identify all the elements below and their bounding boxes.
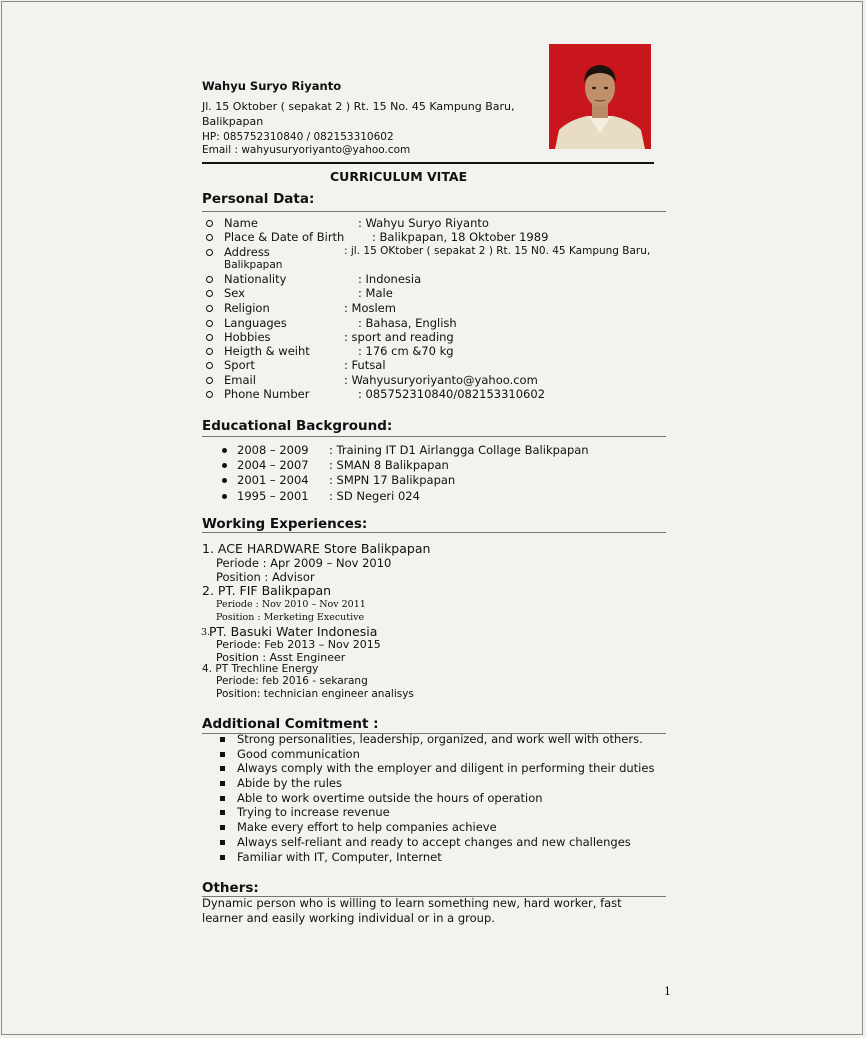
personal-data-rule <box>202 211 666 212</box>
row-value: : 085752310840/082153310602 <box>358 387 546 401</box>
row-value: : sport and reading <box>344 330 454 344</box>
row-value: : Male <box>358 286 393 300</box>
square-bullet-icon <box>220 766 225 771</box>
square-bullet-icon <box>220 840 225 845</box>
job-2-period: Periode : Nov 2010 – Nov 2011 <box>216 599 366 610</box>
row-value: : Wahyusuryoriyanto@yahoo.com <box>344 373 538 387</box>
others-heading: Others: <box>202 880 259 896</box>
row-label: Name <box>224 216 258 230</box>
square-bullet-icon <box>220 752 225 757</box>
row-label: Nationality <box>224 272 287 286</box>
work-heading: Working Experiences: <box>202 516 368 532</box>
row-value: : Futsal <box>344 358 386 372</box>
circle-bullet-icon <box>206 334 213 341</box>
address-line-2: Balikpapan <box>202 115 264 128</box>
others-text-line-2: learner and easily working individual or in a group. <box>202 911 495 925</box>
row-label: Heigth & weiht <box>224 344 310 358</box>
bullet-icon <box>222 494 227 499</box>
bullet-icon <box>222 448 227 453</box>
job-1-title: 1. ACE HARDWARE Store Balikpapan <box>202 541 431 556</box>
job-3-period: Periode: Feb 2013 – Nov 2015 <box>216 638 381 651</box>
commitment-text: Familiar with IT, Computer, Internet <box>237 850 442 864</box>
job-2-position: Position : Merketing Executive <box>216 612 365 623</box>
commitment-text: Abide by the rules <box>237 776 342 790</box>
profile-photo <box>549 44 651 149</box>
row-label: Sport <box>224 358 255 372</box>
square-bullet-icon <box>220 825 225 830</box>
row-value: : Bahasa, English <box>358 316 457 330</box>
row-label: Religion <box>224 301 270 315</box>
commitment-text: Always self-reliant and ready to accept changes and new challenges <box>237 835 631 849</box>
bullet-icon <box>222 463 227 468</box>
address-line-1: Jl. 15 Oktober ( sepakat 2 ) Rt. 15 No. 45 Kampung Baru, <box>202 100 515 113</box>
circle-bullet-icon <box>206 249 213 256</box>
commitment-text: Good communication <box>237 747 360 761</box>
job-3-position: Position : Asst Engineer <box>216 651 346 664</box>
circle-bullet-icon <box>206 220 213 227</box>
commitment-heading: Additional Comitment : <box>202 716 379 732</box>
circle-bullet-icon <box>206 305 213 312</box>
personal-data-heading: Personal Data: <box>202 191 315 207</box>
education-school: : SD Negeri 024 <box>329 489 420 503</box>
row-label: Hobbies <box>224 330 271 344</box>
others-text-line-1: Dynamic person who is willing to learn something new, hard worker, fast <box>202 896 622 910</box>
job-1-position: Position : Advisor <box>216 570 315 584</box>
education-school: : SMPN 17 Balikpapan <box>329 473 456 487</box>
job-3-number: 3. <box>201 627 211 638</box>
row-value: : Balikpapan, 18 Oktober 1989 <box>372 230 549 244</box>
row-value: : Indonesia <box>358 272 422 286</box>
square-bullet-icon <box>220 810 225 815</box>
circle-bullet-icon <box>206 391 213 398</box>
education-years: 2008 – 2009 <box>237 443 309 457</box>
education-years: 2004 – 2007 <box>237 458 309 472</box>
job-2-title: 2. PT. FIF Balikpapan <box>202 583 332 598</box>
row-value: : Moslem <box>344 301 396 315</box>
job-4-period: Periode: feb 2016 - sekarang <box>216 675 368 687</box>
square-bullet-icon <box>220 855 225 860</box>
page-number: 1 <box>664 985 671 998</box>
square-bullet-icon <box>220 781 225 786</box>
work-rule <box>202 532 666 533</box>
job-4-position: Position: technician engineer analisys <box>216 688 414 700</box>
commitment-text: Able to work overtime outside the hours of operation <box>237 791 543 805</box>
circle-bullet-icon <box>206 234 213 241</box>
row-value: : jl. 15 OKtober ( sepakat 2 ) Rt. 15 N0. 45 Kampung Baru, <box>344 245 651 257</box>
page-frame <box>1 1 863 1035</box>
document-title: CURRICULUM VITAE <box>330 169 468 184</box>
job-3-title: PT. Basuki Water Indonesia <box>209 624 378 639</box>
row-value: : 176 cm &70 kg <box>358 344 454 358</box>
row-label: Email <box>224 373 256 387</box>
row-value-cont: Balikpapan <box>224 259 283 271</box>
row-label: Sex <box>224 286 245 300</box>
education-rule <box>202 436 666 437</box>
row-value: : Wahyu Suryo Riyanto <box>358 216 489 230</box>
commitment-text: Make every effort to help companies achieve <box>237 820 497 834</box>
circle-bullet-icon <box>206 377 213 384</box>
applicant-name: Wahyu Suryo Riyanto <box>202 79 342 93</box>
row-label: Address <box>224 245 270 259</box>
commitment-text: Strong personalities, leadership, organized, and work well with others. <box>237 732 643 746</box>
row-label: Languages <box>224 316 287 330</box>
commitment-text: Trying to increase revenue <box>237 805 390 819</box>
education-school: : Training IT D1 Airlangga Collage Balikpapan <box>329 443 589 457</box>
circle-bullet-icon <box>206 290 213 297</box>
education-years: 2001 – 2004 <box>237 473 309 487</box>
circle-bullet-icon <box>206 276 213 283</box>
education-school: : SMAN 8 Balikpapan <box>329 458 449 472</box>
circle-bullet-icon <box>206 320 213 327</box>
job-4-title: 4. PT Trechline Energy <box>202 663 319 675</box>
square-bullet-icon <box>220 796 225 801</box>
square-bullet-icon <box>220 737 225 742</box>
row-label: Place & Date of Birth <box>224 230 345 244</box>
job-1-period: Periode : Apr 2009 – Nov 2010 <box>216 556 392 570</box>
header-divider <box>202 162 654 164</box>
row-label: Phone Number <box>224 387 310 401</box>
commitment-text: Always comply with the employer and diligent in performing their duties <box>237 761 655 775</box>
bullet-icon <box>222 478 227 483</box>
phone-line: HP: 085752310840 / 082153310602 <box>202 131 394 143</box>
email-line: Email : wahyusuryoriyanto@yahoo.com <box>202 144 411 156</box>
education-heading: Educational Background: <box>202 418 393 434</box>
circle-bullet-icon <box>206 348 213 355</box>
education-years: 1995 – 2001 <box>237 489 309 503</box>
circle-bullet-icon <box>206 362 213 369</box>
